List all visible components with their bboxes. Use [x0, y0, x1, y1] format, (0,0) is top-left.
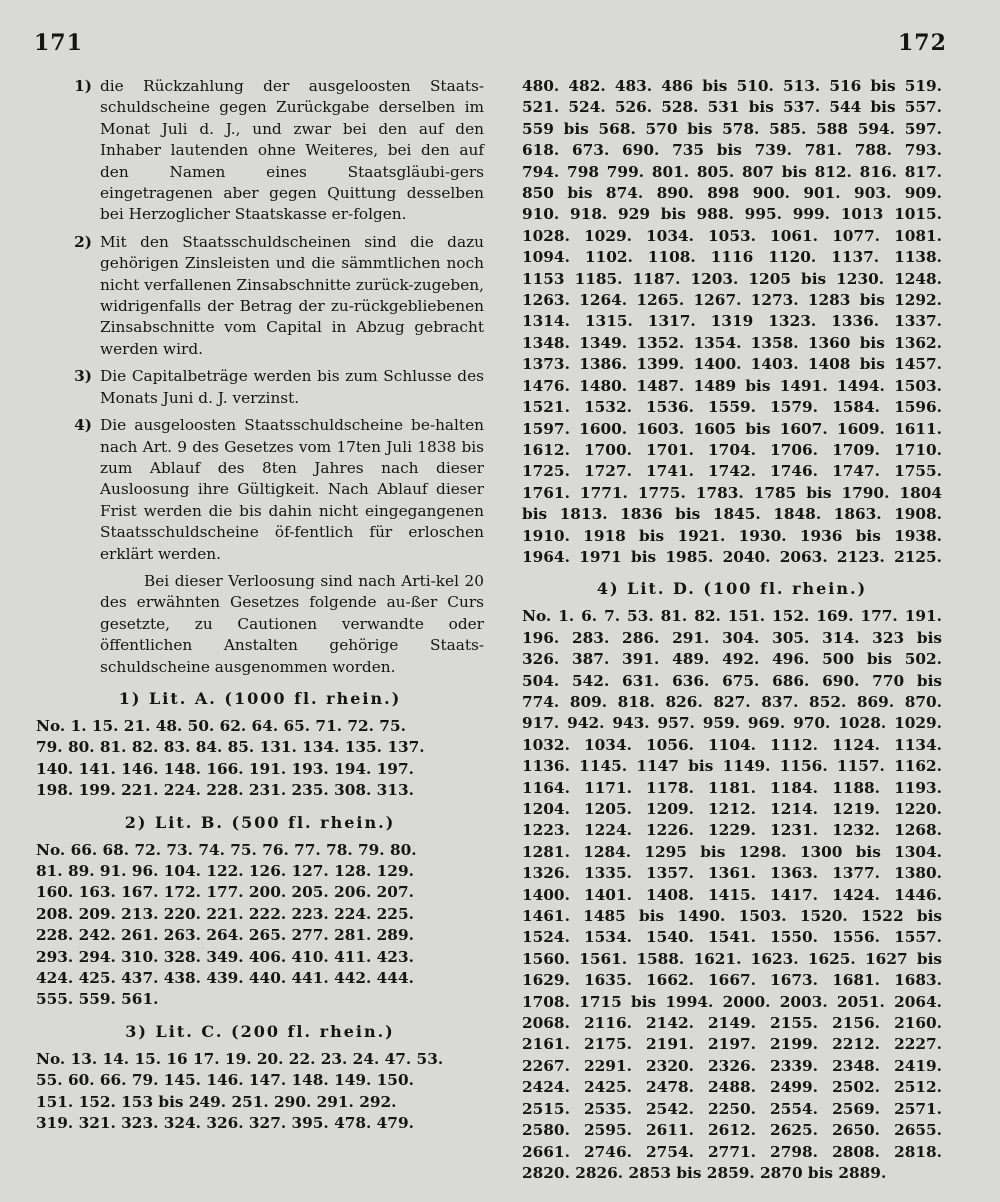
number-line: 917. 942. 943. 957. 959. 969. 970. 1028. 1029.: [522, 714, 942, 733]
number-line: 1153 1185. 1187. 1203. 1205 bis 1230. 1248.: [522, 269, 942, 288]
right-column: [522, 76, 942, 1184]
number-line: 208. 209. 213. 220. 221. 222. 223. 224. 225.: [36, 904, 414, 923]
number-line: 1032. 1034. 1056. 1104. 1112. 1124. 1134.: [522, 735, 942, 754]
left-column: [36, 76, 484, 1134]
number-line: 1761. 1771. 1775. 1783. 1785 bis 1790. 1804: [522, 483, 942, 502]
number-line: 326. 387. 391. 489. 492. 496. 500 bis 502.: [522, 650, 942, 669]
number-line: 559 bis 568. 570 bis 578. 585. 588 594. 597.: [522, 119, 942, 138]
number-line: 555. 559. 561.: [36, 990, 159, 1009]
number-line: 794. 798 799. 801. 805. 807 bis 812. 816. 817.: [522, 162, 942, 181]
number-line: 1560. 1561. 1588. 1621. 1623. 1625. 1627 bis: [522, 949, 942, 968]
section-heading-lit-a: 1) Lit. A. (1000 fl. rhein.): [118, 688, 402, 708]
page-number-right: 172: [898, 30, 947, 56]
number-line: 1629. 1635. 1662. 1667. 1673. 1681. 1683.: [522, 971, 942, 990]
number-line: 2424. 2425. 2478. 2488. 2499. 2502. 2512.: [522, 1078, 942, 1097]
item-number: 2): [74, 232, 92, 251]
section-heading-lit-b: 2) Lit. B. (500 fl. rhein.): [124, 812, 396, 832]
number-list-lit-d: [522, 606, 942, 1184]
number-line: 1597. 1600. 1603. 1605 bis 1607. 1609. 1611.: [522, 419, 942, 438]
number-line: 1204. 1205. 1209. 1212. 1214. 1219. 1220.: [522, 800, 942, 818]
number-line: 1373. 1386. 1399. 1400. 1403. 1408 bis 1457.: [522, 355, 942, 374]
list-item: [36, 232, 484, 360]
number-line: 2161. 2175. 2191. 2197. 2199. 2212. 2227.: [522, 1035, 942, 1054]
number-line: 1461. 1485 bis 1490. 1503. 1520. 1522 bis: [522, 907, 942, 926]
number-line: 910. 918. 929 bis 988. 995. 999. 1013 1015.: [522, 205, 942, 224]
item-number: 4): [74, 416, 92, 435]
number-line: 319. 321. 323. 324. 326. 327. 395. 478. 479.: [36, 1114, 414, 1133]
number-line: 424. 425. 437. 438. 439. 440. 441. 442. 444.: [36, 969, 414, 988]
number-list-lit-c: [36, 1049, 484, 1135]
number-line: 228. 242. 261. 263. 264. 265. 277. 281. 289.: [36, 926, 414, 945]
number-line: 2820. 2826. 2853 bis 2859. 2870 bis 2889.: [522, 1163, 887, 1182]
number-list-lit-c-continued: [522, 76, 942, 568]
number-line: 1136. 1145. 1147 bis 1149. 1156. 1157. 1162.: [522, 757, 942, 776]
number-line: 1223. 1224. 1226. 1229. 1231. 1232. 1268.: [522, 821, 942, 840]
number-line: 850 bis 874. 890. 898 900. 901. 903. 909.: [522, 184, 942, 203]
list-item: [36, 366, 484, 409]
number-line: 1314. 1315. 1317. 1319 1323. 1336. 1337.: [522, 312, 942, 331]
item-text: Die ausgeloosten Staatsschuldscheine be-halten nach Art. 9 des Gesetzes vom 17ten Juli 1838 bis zum Ablauf des 8ten Jahres nach dieser Ausloosung ihre Gültigkeit. Nach Ablauf dieser Frist werden die bis dahin nicht eingegangenen Staatsschuldscheine öf-fentlich für erloschen erklärt werden.: [100, 416, 484, 563]
number-line: 293. 294. 310. 328. 349. 406. 410. 411. 423.: [36, 947, 414, 966]
number-line: 1476. 1480. 1487. 1489 bis 1491. 1494. 1503.: [522, 376, 942, 395]
number-line: 1164. 1171. 1178. 1181. 1184. 1188. 1193.: [522, 778, 942, 797]
number-line: 1612. 1700. 1701. 1704. 1706. 1709. 1710.: [522, 440, 942, 459]
page-number-left: 171: [34, 30, 83, 56]
item-number: 1): [74, 77, 92, 95]
number-line: 198. 199. 221. 224. 228. 231. 235. 308. 313.: [36, 781, 414, 800]
number-line: 2068. 2116. 2142. 2149. 2155. 2156. 2160.: [522, 1014, 942, 1033]
number-line: 1524. 1534. 1540. 1541. 1550. 1556. 1557.: [522, 928, 942, 947]
number-line: 774. 809. 818. 826. 827. 837. 852. 869. 870.: [522, 692, 942, 711]
item-text: Die Capitalbeträge werden bis zum Schlusse des Monats Juni d. J. verzinst.: [100, 367, 484, 407]
number-line: No. 1. 15. 21. 48. 50. 62. 64. 65. 71. 72. 75.: [36, 716, 406, 735]
number-line: 1348. 1349. 1352. 1354. 1358. 1360 bis 1362.: [522, 333, 942, 352]
number-line: 55. 60. 66. 79. 145. 146. 147. 148. 149. 150.: [36, 1071, 414, 1090]
list-item: [36, 76, 484, 226]
number-line: 1400. 1401. 1408. 1415. 1417. 1424. 1446.: [522, 885, 942, 904]
number-line: 504. 542. 631. 636. 675. 686. 690. 770 bis: [522, 671, 942, 690]
number-list-lit-b: [36, 840, 484, 1011]
item-text: die Rückzahlung der ausgeloosten Staats-schuldscheine gegen Zurückgabe derselben im Monat Juli d. J., und zwar bei den auf den Inhaber lautenden ohne Weiteres, bei den auf den Namen eines Staatsgläubi-gers eingetragenen aber gegen Quittung desselben bei Herzoglicher Staatskasse er-folgen.: [100, 77, 484, 224]
number-line: 1094. 1102. 1108. 1116 1120. 1137. 1138.: [522, 248, 942, 267]
item-text: Mit den Staatsschuldscheinen sind die dazu gehörigen Zinsleisten und die sämmtlichen noch nicht verfallenen Zinsabschnitte zurück-zugeben, widrigenfalls der Betrag der zu-rückgebliebenen Zinsabschnitte vom Capital in Abzug gebracht werden wird.: [100, 232, 484, 358]
number-line: 2515. 2535. 2542. 2250. 2554. 2569. 2571.: [522, 1099, 942, 1118]
number-line: 1326. 1335. 1357. 1361. 1363. 1377. 1380.: [522, 864, 942, 883]
number-line: 1263. 1264. 1265. 1267. 1273. 1283 bis 1292.: [522, 291, 942, 310]
number-line: 480. 482. 483. 486 bis 510. 513. 516 bis 519.: [522, 77, 942, 95]
number-line: bis 1813. 1836 bis 1845. 1848. 1863. 1908.: [522, 505, 942, 524]
number-line: 1964. 1971 bis 1985. 2040. 2063. 2123. 2125.: [522, 547, 942, 566]
number-line: 1028. 1029. 1034. 1053. 1061. 1077. 1081.: [522, 226, 942, 245]
number-line: 2267. 2291. 2320. 2326. 2339. 2348. 2419.: [522, 1056, 942, 1075]
item-number: 3): [74, 367, 92, 386]
number-line: 81. 89. 91. 96. 104. 122. 126. 127. 128. 129.: [36, 862, 414, 880]
number-list-lit-a: [36, 716, 484, 802]
number-line: 1281. 1284. 1295 bis 1298. 1300 bis 1304.: [522, 842, 942, 861]
number-line: 1708. 1715 bis 1994. 2000. 2003. 2051. 2064.: [522, 992, 942, 1011]
number-line: No. 66. 68. 72. 73. 74. 75. 76. 77. 78. 79. 80.: [36, 840, 417, 859]
number-line: 196. 283. 286. 291. 304. 305. 314. 323 bis: [522, 628, 942, 647]
number-line: 79. 80. 81. 82. 83. 84. 85. 131. 134. 135. 137.: [36, 738, 425, 757]
section-heading-lit-d: 4) Lit. D. (100 fl. rhein.): [596, 579, 868, 599]
section-heading-lit-c: 3) Lit. C. (200 fl. rhein.): [125, 1021, 395, 1041]
number-line: No. 1. 6. 7. 53. 81. 82. 151. 152. 169. 177. 191.: [522, 607, 942, 626]
number-line: 2661. 2746. 2754. 2771. 2798. 2808. 2818.: [522, 1142, 942, 1161]
number-line: 2580. 2595. 2611. 2612. 2625. 2650. 2655.: [522, 1121, 942, 1140]
number-line: 618. 673. 690. 735 bis 739. 781. 788. 793.: [522, 141, 942, 160]
closing-paragraph: Bei dieser Verloosung sind nach Arti-kel 20 des erwähnten Gesetzes folgende au-ßer Curs gesetzte, zu Cautionen verwandte oder öffentlichen Anstalten gehörige Staats-schuldscheine ausgenommen worden.: [100, 571, 484, 676]
list-item: [36, 415, 484, 565]
number-line: No. 13. 14. 15. 16 17. 19. 20. 22. 23. 24. 47. 53.: [36, 1049, 444, 1068]
number-line: 1725. 1727. 1741. 1742. 1746. 1747. 1755.: [522, 462, 942, 481]
number-line: 1910. 1918 bis 1921. 1930. 1936 bis 1938.: [522, 526, 942, 545]
number-line: 140. 141. 146. 148. 166. 191. 193. 194. 197.: [36, 759, 414, 778]
number-line: 151. 152. 153 bis 249. 251. 290. 291. 292.: [36, 1092, 397, 1111]
number-line: 160. 163. 167. 172. 177. 200. 205. 206. 207.: [36, 883, 414, 902]
number-line: 1521. 1532. 1536. 1559. 1579. 1584. 1596.: [522, 398, 942, 417]
number-line: 521. 524. 526. 528. 531 bis 537. 544 bis 557.: [522, 98, 942, 117]
